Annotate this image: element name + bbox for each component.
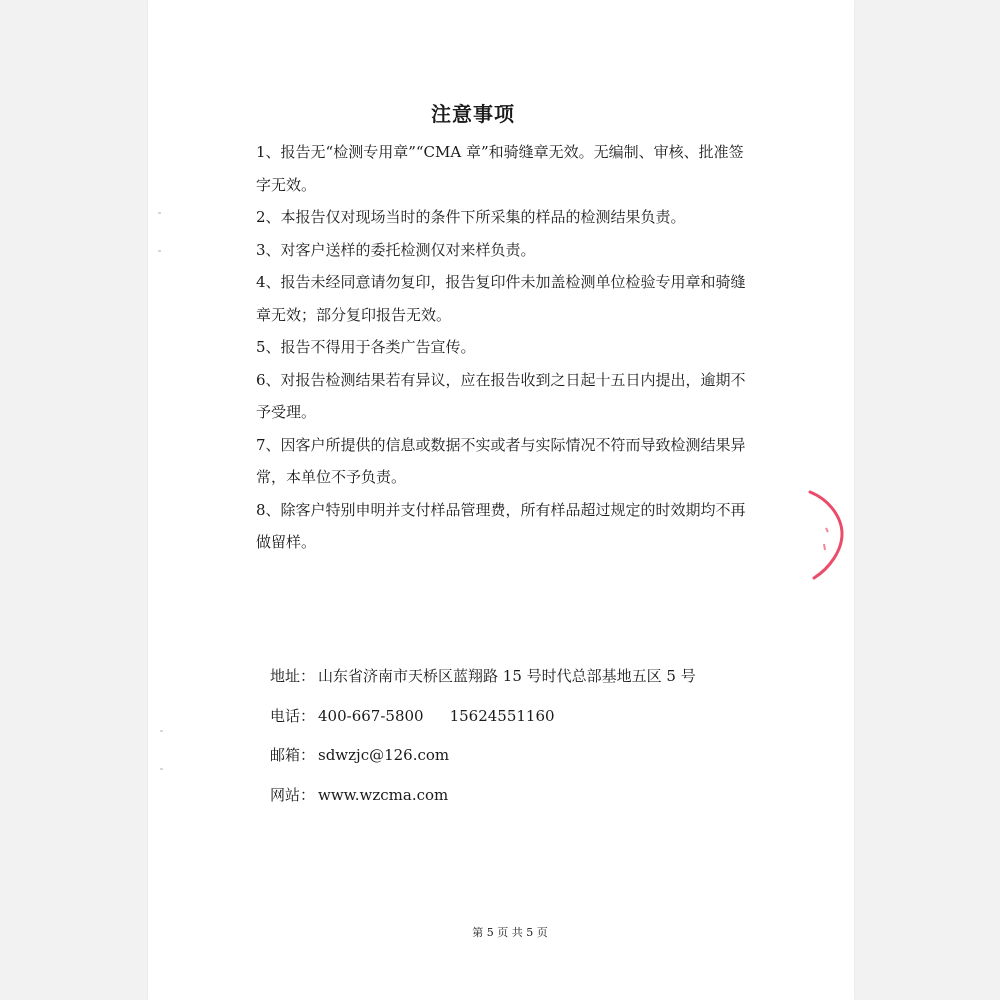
email-label: 邮箱：	[270, 746, 316, 764]
note-item: 3、对客户送样的委托检测仅对来样负责。	[256, 240, 536, 259]
note-item: 1、报告无“检测专用章”“CMA 章”和骑缝章无效。无编制、审核、批准签字无效。	[256, 143, 744, 194]
note-item: 6、对报告检测结果若有异议，应在报告收到之日起十五日内提出，逾期不予受理。	[256, 370, 746, 421]
page-title: 注意事项	[431, 102, 515, 126]
email-row	[270, 741, 790, 781]
note-item: 2、本报告仅对现场当时的条件下所采集的样品的检测结果负责。	[256, 208, 686, 226]
scan-speck	[160, 730, 163, 732]
phone-value-2: 15624551160	[449, 706, 555, 725]
address-value: 山东省济南市天桥区蓝翔路 15 号时代总部基地五区 5 号	[318, 667, 696, 685]
note-item: 8、除客户特别申明并支付样品管理费，所有样品超过规定的时效期均不再做留样。	[256, 500, 746, 551]
phone-label: 电话：	[270, 706, 316, 725]
note-item: 5、报告不得用于各类广告宣传。	[256, 338, 476, 356]
note-item: 4、报告未经同意请勿复印，报告复印件未加盖检测单位检验专用章和骑缝章无效；部分复印报告无效。	[256, 273, 746, 324]
address-row	[270, 662, 790, 702]
seal-stamp-edge	[808, 488, 854, 580]
address-label: 地址：	[270, 667, 316, 685]
phone-row	[270, 702, 790, 742]
scan-speck	[158, 212, 161, 214]
website-row	[270, 781, 790, 821]
phone-value-1: 400-667-5800	[318, 706, 424, 725]
website-label: 网站：	[270, 785, 316, 804]
contact-block	[270, 662, 790, 820]
note-item: 7、因客户所提供的信息或数据不实或者与实际情况不符而导致检测结果异常，本单位不予负责。	[256, 435, 746, 486]
document-page	[148, 0, 854, 1000]
page-number: 第 5 页 共 5 页	[472, 926, 548, 939]
website-value: www.wzcma.com	[318, 785, 449, 804]
notes-list	[256, 136, 756, 559]
email-value: sdwzjc@126.com	[318, 746, 450, 764]
scan-speck	[160, 768, 163, 770]
scan-speck	[158, 250, 161, 252]
